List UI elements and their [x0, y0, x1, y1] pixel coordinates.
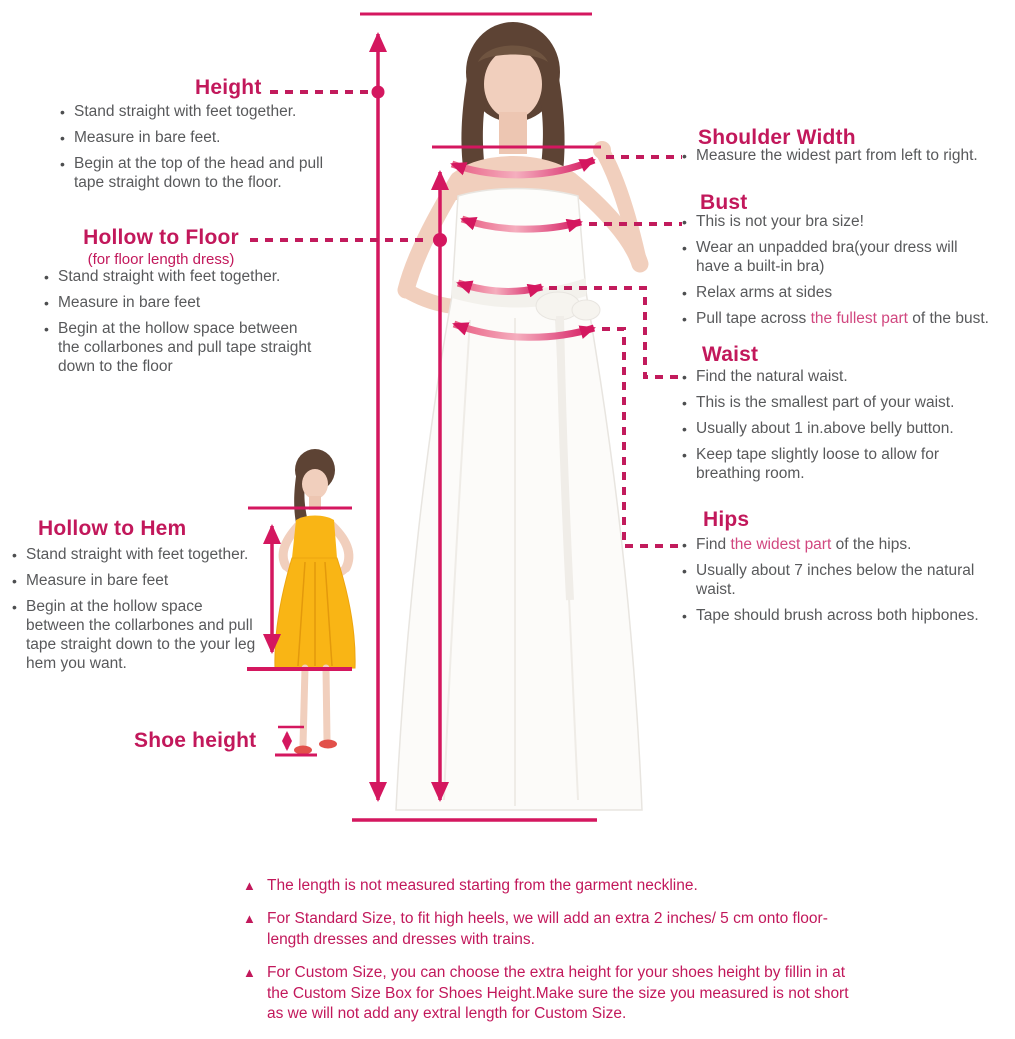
bullet-item — [682, 536, 1004, 555]
warning-triangle-icon: ▲ — [243, 965, 256, 981]
bullet-icon: • — [12, 598, 17, 615]
bullet-text: Usually about 7 inches below the natural waist. — [696, 561, 975, 598]
bullet-item — [682, 213, 1004, 232]
bullet-icon: • — [682, 310, 687, 327]
bullet-text: Measure the widest part from left to right. — [696, 147, 978, 164]
bullet-item — [682, 562, 1004, 600]
bullet-icon: • — [682, 369, 687, 385]
bullet-item — [12, 598, 258, 674]
hollow-connector-dot — [433, 233, 447, 247]
bullet-item — [12, 572, 258, 591]
bullet-item — [682, 368, 1004, 387]
bullet-icon: • — [44, 320, 49, 337]
bullet-text: Usually about 1 in.above belly button. — [696, 419, 954, 437]
hollow-to-floor-header — [66, 226, 256, 268]
bullet-text: Tape should brush across both hipbones. — [696, 606, 979, 624]
bullet-item — [682, 394, 1004, 413]
bullet-icon: • — [12, 547, 17, 563]
notes-section — [243, 876, 868, 1038]
large-model-figure — [396, 22, 642, 810]
bullet-item — [682, 446, 1004, 484]
hips-title: Hips — [703, 508, 750, 531]
bullet-item — [682, 607, 1004, 626]
height-bullet-list — [60, 103, 328, 200]
bullet-item — [682, 310, 1004, 329]
bullet-icon: • — [12, 572, 17, 589]
bullet-icon: • — [60, 129, 65, 146]
bullet-text: This is not your bra size! — [696, 213, 864, 230]
hollow-to-floor-subtitle: (for floor length dress) — [87, 251, 235, 268]
hollow-to-floor-title: Hollow to Floor — [83, 226, 239, 249]
bust-title: Bust — [700, 191, 748, 214]
bullet-text: Stand straight with feet together. — [26, 546, 249, 563]
bullet-item — [44, 294, 312, 313]
bullet-text: Wear an unpadded bra(your dress will have a built-in bra) — [696, 238, 958, 275]
shoe-height-title: Shoe height — [134, 729, 257, 752]
waist-title: Waist — [702, 343, 759, 366]
bullet-text: Measure in bare feet. — [74, 128, 221, 146]
bullet-text: Stand straight with feet together. — [58, 268, 281, 285]
bullet-item — [60, 155, 328, 193]
bullet-text: Stand straight with feet together. — [74, 103, 297, 120]
bullet-text: Begin at the hollow space between the collarbones and pull tape straight down to the your leg hem you want. — [26, 597, 256, 672]
bullet-text: Measure in bare feet — [58, 293, 201, 311]
bullet-icon: • — [682, 239, 687, 256]
shoulder-width-bullet-list — [682, 147, 1014, 173]
bullet-icon: • — [682, 562, 687, 579]
bullet-text: Pull tape across the fullest part of the bust. — [696, 309, 989, 327]
bullet-text: Begin at the top of the head and pull tape straight down to the floor. — [74, 154, 324, 191]
warning-triangle-icon: ▲ — [243, 911, 256, 927]
bullet-icon: • — [682, 446, 687, 463]
bullet-icon: • — [682, 148, 687, 164]
note-text: The length is not measured starting from the garment neckline. — [267, 877, 698, 894]
bullet-icon: • — [682, 537, 687, 553]
note-item — [243, 909, 868, 950]
hips-bullet-list — [682, 536, 1004, 633]
warning-triangle-icon: ▲ — [243, 878, 256, 893]
bullet-item — [44, 320, 312, 377]
height-title: Height — [195, 76, 262, 99]
bullet-item — [12, 546, 258, 565]
bullet-item — [682, 420, 1004, 439]
bullet-icon: • — [60, 104, 65, 120]
waist-bullet-list — [682, 368, 1004, 491]
bullet-item — [44, 268, 312, 287]
small-model-figure — [275, 449, 355, 755]
hollow-to-hem-title: Hollow to Hem — [38, 517, 187, 540]
bullet-icon: • — [682, 214, 687, 230]
bullet-icon: • — [682, 284, 687, 301]
bullet-text: Measure in bare feet — [26, 571, 169, 589]
bullet-item — [60, 129, 328, 148]
bullet-icon: • — [682, 607, 687, 624]
bullet-item — [682, 239, 1004, 277]
note-item — [243, 876, 868, 896]
bullet-text: Begin at the hollow space between the collarbones and pull tape straight down to the floor — [58, 319, 312, 375]
bullet-text: Find the widest part of the hips. — [696, 536, 912, 553]
shoulder-width-title: Shoulder Width — [698, 126, 856, 149]
note-text: For Custom Size, you can choose the extra height for your shoes height by fillin in at the Custom Size Box for Shoes Height.Make sure the size you measured is not short as we will not add any extral length for Custom Size. — [267, 964, 849, 1023]
bullet-text: This is the smallest part of your waist. — [696, 393, 955, 411]
bullet-icon: • — [682, 420, 687, 437]
hollow-to-hem-bullet-list — [12, 546, 258, 680]
note-text: For Standard Size, to fit high heels, we will add an extra 2 inches/ 5 cm onto floor-length dresses and dresses with trains. — [267, 910, 828, 948]
note-item — [243, 963, 868, 1024]
bullet-icon: • — [682, 394, 687, 411]
height-connector-dot — [372, 86, 385, 99]
bullet-text: Keep tape slightly loose to allow for breathing room. — [696, 445, 939, 482]
bullet-text: Find the natural waist. — [696, 368, 848, 385]
bullet-icon: • — [44, 269, 49, 285]
bust-bullet-list — [682, 213, 1004, 336]
bullet-icon: • — [60, 155, 65, 172]
bullet-text: Relax arms at sides — [696, 283, 833, 301]
bullet-item — [682, 284, 1004, 303]
bullet-item — [682, 147, 1014, 166]
bullet-icon: • — [44, 294, 49, 311]
bullet-item — [60, 103, 328, 122]
hollow-to-floor-bullet-list — [44, 268, 312, 384]
